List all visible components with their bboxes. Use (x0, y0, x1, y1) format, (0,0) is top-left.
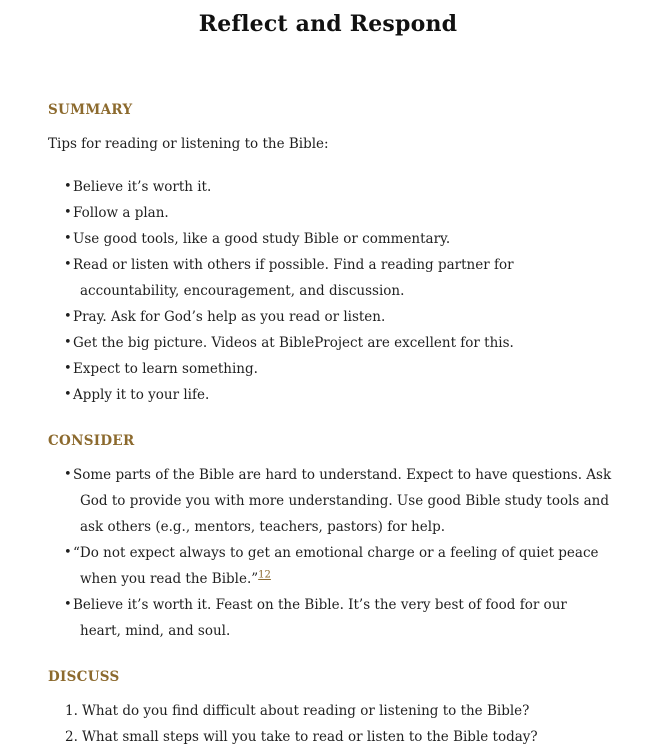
list-item (0, 592, 612, 644)
bullet-icon: • (64, 231, 72, 246)
list-item-text: Use good tools, like a good study Bible or commentary. (73, 231, 451, 247)
page-title: Reflect and Respond (198, 11, 458, 37)
list-item-text: Believe it’s worth it. (73, 179, 212, 195)
list-number: 2. (65, 729, 78, 745)
bullet-icon: • (64, 387, 72, 402)
bullet-icon: • (64, 361, 72, 376)
list-item (0, 356, 612, 382)
list-item (0, 724, 614, 750)
list-item-text (73, 540, 612, 592)
list-item (0, 330, 612, 356)
list-item (0, 226, 612, 252)
consider-list (0, 462, 612, 644)
bullet-icon: • (64, 205, 72, 220)
list-item (0, 540, 612, 592)
discuss-heading: DISCUSS (48, 669, 120, 685)
list-item (0, 698, 614, 724)
quote-text: “Do not expect always to get an emotional charge or a feeling of quiet peace when you read the Bible.” (73, 545, 599, 587)
list-item (0, 252, 612, 304)
discuss-list (0, 698, 614, 750)
bullet-icon: • (64, 309, 72, 324)
list-item (0, 382, 612, 408)
list-item (0, 200, 612, 226)
summary-heading: SUMMARY (48, 102, 133, 118)
list-item-text: What small steps will you take to read or listen to the Bible today? (82, 729, 538, 745)
summary-list (0, 174, 612, 408)
bullet-icon: • (64, 467, 72, 482)
bullet-icon: • (64, 597, 72, 612)
list-item-text: Read or listen with others if possible. Find a reading partner for accountability, encouragement, and discussion. (73, 257, 514, 299)
list-item (0, 174, 612, 200)
list-item-text: Some parts of the Bible are hard to understand. Expect to have questions. Ask God to provide you with more understanding. Use good Bible study tools and ask others (e.g., mentors, teachers, pastors) for help. (73, 467, 612, 535)
list-item-text: Expect to learn something. (73, 361, 258, 377)
list-number: 1. (65, 703, 78, 719)
bullet-icon: • (64, 257, 72, 272)
list-item (0, 304, 612, 330)
list-item-text: Believe it’s worth it. Feast on the Bible. It’s the very best of food for our heart, mind, and soul. (73, 597, 567, 639)
consider-heading: CONSIDER (48, 433, 135, 449)
bullet-icon: • (64, 545, 72, 560)
summary-intro: Tips for reading or listening to the Bible: (48, 136, 329, 152)
bullet-icon: • (64, 335, 72, 350)
bullet-icon: • (64, 179, 72, 194)
list-item-text: Pray. Ask for God’s help as you read or listen. (73, 309, 386, 325)
list-item (0, 462, 612, 540)
list-item-text: Apply it to your life. (73, 387, 210, 403)
footnote-link[interactable]: 12 (258, 569, 271, 581)
list-item-text: Get the big picture. Videos at BibleProject are excellent for this. (73, 335, 514, 351)
list-item-text: What do you find difficult about reading or listening to the Bible? (82, 703, 530, 719)
list-item-text: Follow a plan. (73, 205, 169, 221)
